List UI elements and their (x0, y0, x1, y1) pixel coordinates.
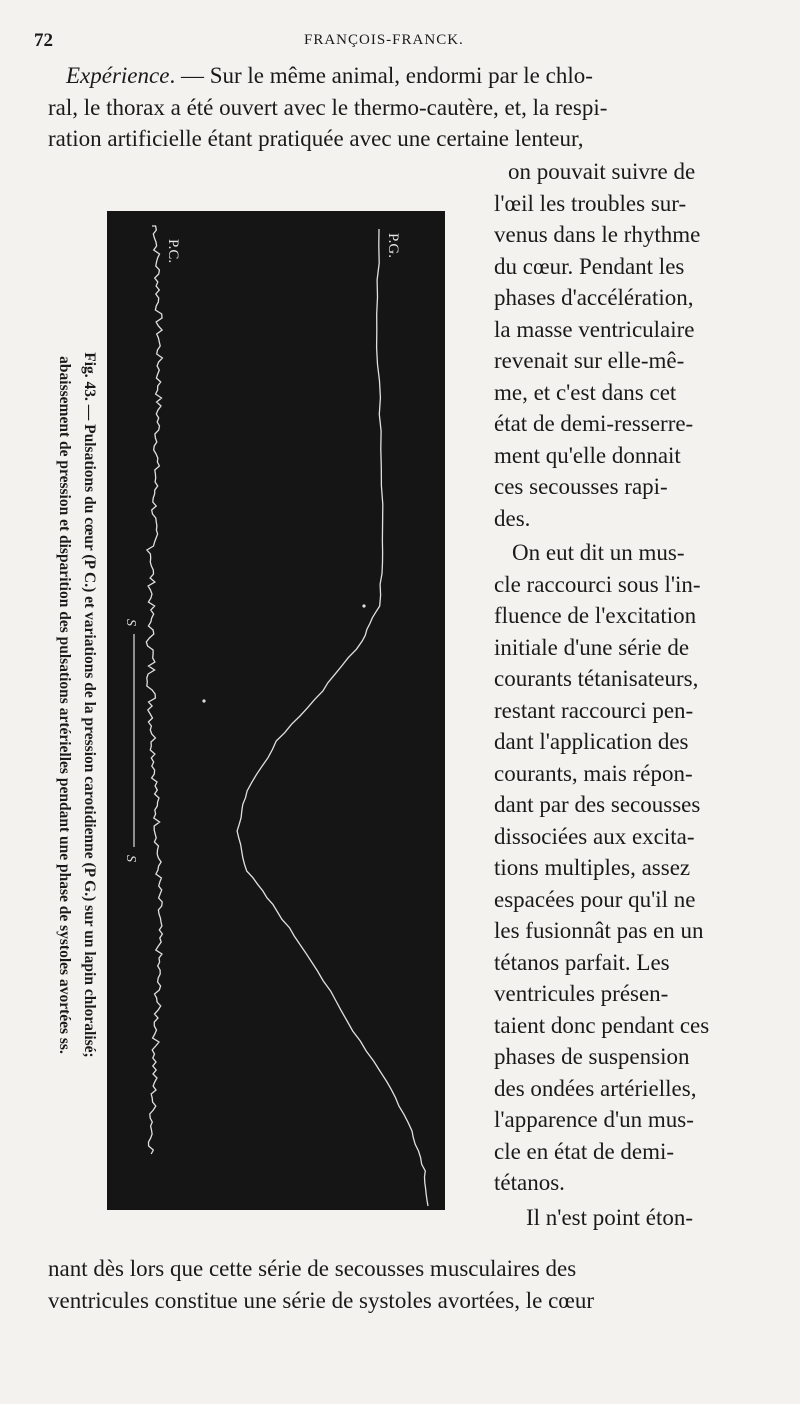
column-line: venus dans le rhythme (494, 222, 701, 247)
column-line: tions multiples, assez (494, 855, 691, 880)
speck (202, 699, 205, 702)
column-line: espacées pour qu'il ne (494, 886, 696, 912)
intro-line-1: . — Sur le même animal, endormi par le chlo- (169, 63, 593, 88)
marker-end: S (123, 855, 138, 862)
tracing-svg (107, 211, 445, 1210)
intro-line-2: ral, le thorax a été ouvert avec le thermo-cautère, et, la respi- (48, 94, 608, 120)
column-line: dissociées aux excita- (494, 823, 695, 849)
column-line: du cœur. Pendant les (494, 253, 685, 279)
column-line: l'œil les troubles sur- (494, 190, 687, 216)
column-line: les fusionnât pas en un (494, 918, 704, 943)
column-line: courants tétanisateurs, (494, 666, 699, 691)
pg-trace (237, 229, 428, 1206)
column-line: des ondées artérielles, (494, 1075, 697, 1101)
column-line: tétanos. (494, 1170, 565, 1195)
column-line: ventricules présen- (494, 981, 669, 1006)
column-line: revenait sur elle-mê- (494, 348, 685, 373)
marker-start: S (123, 619, 138, 626)
column-line: dant par des secousses (494, 792, 701, 817)
column-line: on pouvait suivre de (508, 159, 696, 184)
column-line: ces secousses rapi- (494, 474, 668, 499)
column-line: phases d'accélération, (494, 285, 694, 310)
running-head: FRANÇOIS-FRANCK. (304, 32, 464, 48)
figure-caption (40, 290, 102, 1120)
column-line: cle raccourci sous l'in- (494, 571, 701, 597)
column-line: tétanos parfait. Les (494, 949, 670, 975)
page-number: 72 (34, 30, 53, 51)
column-line: taient donc pendant ces (494, 1012, 710, 1038)
bottom-line: nant dès lors que cette série de secousses musculaires des (48, 1256, 577, 1281)
intro-paragraph (48, 60, 752, 155)
label-pc: P.C. (165, 239, 181, 264)
column-line: la masse ventriculaire (494, 316, 695, 342)
column-line: des. (494, 505, 531, 531)
column-line: restant raccourci pen- (494, 697, 694, 723)
caption-line-2: abaissement de pression et disparition des pulsations artérielles pendant une phase de systoles avortées ss. (56, 356, 73, 1054)
experiment-label: Expérience (66, 63, 170, 88)
column-line: On eut dit un mus- (512, 540, 685, 565)
intro-line-3: ration artificielle étant pratiquée avec une certaine lenteur, (48, 126, 584, 151)
bottom-paragraph (48, 1253, 752, 1316)
page-header (34, 30, 754, 56)
label-pg: P.G. (385, 233, 401, 259)
column-line: phases de suspension (494, 1044, 690, 1069)
column-line: me, et c'est dans cet (494, 379, 677, 405)
column-line: état de demi-resserre- (494, 411, 694, 436)
column-line: cle en état de demi- (494, 1138, 675, 1164)
column-line: Il n'est point éton- (526, 1204, 694, 1230)
side-column (494, 156, 760, 1233)
column-line: ment qu'elle donnait (494, 442, 681, 468)
column-line: dant l'application des (494, 729, 689, 754)
pc-trace (146, 226, 162, 1154)
bottom-line: ventricules constitue une série de systoles avortées, le cœur (48, 1287, 595, 1313)
column-line: l'apparence d'un mus- (494, 1107, 694, 1132)
column-line: courants, mais répon- (494, 760, 693, 786)
speck (362, 604, 365, 607)
column-line: fluence de l'excitation (494, 603, 697, 628)
caption-line-1: Fig. 43. — Pulsations du cœur (P C.) et variations de la pression carotidienne (P G.) sur un lapin chloralisé; (81, 352, 98, 1058)
column-line: initiale d'une série de (494, 634, 690, 660)
figure-tracing (107, 211, 445, 1210)
